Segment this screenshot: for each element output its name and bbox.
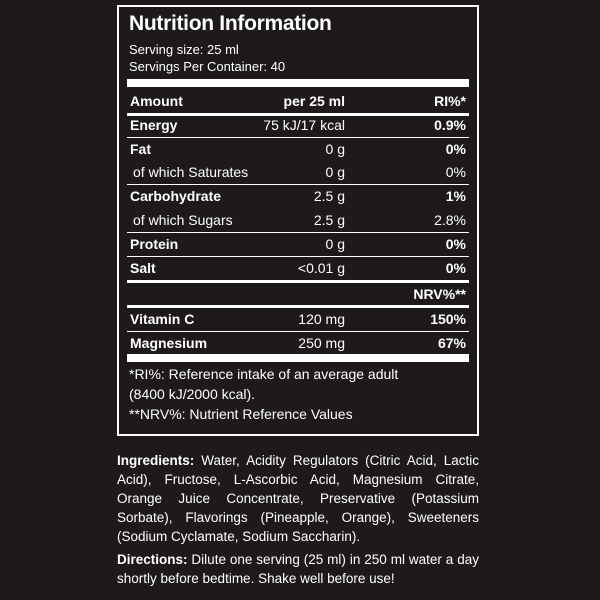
- nutrient-label: Magnesium: [130, 335, 208, 351]
- ri-header: RI%*: [434, 93, 466, 109]
- nutrient-value: 0 g: [325, 236, 345, 252]
- table-row: [127, 114, 469, 136]
- nutrient-label: Fat: [130, 141, 151, 157]
- nutrition-facts-box: [117, 5, 479, 436]
- nrv-header: NRV%**: [413, 286, 466, 302]
- table-row: [127, 257, 469, 279]
- header-row: [127, 90, 469, 112]
- thick-divider: [127, 79, 469, 87]
- nutrient-ri: 2.8%: [434, 212, 466, 228]
- nutrient-value: 2.5 g: [313, 188, 345, 204]
- nutrient-value: 250 mg: [298, 335, 345, 351]
- ingredients-label: Ingredients:: [117, 453, 195, 468]
- table-row: [127, 185, 469, 207]
- ingredients-text: [117, 451, 479, 546]
- nutrient-label: Carbohydrate: [130, 188, 222, 204]
- nutrient-value: 0 g: [325, 164, 345, 180]
- amount-header: Amount: [130, 93, 183, 109]
- ingredients-list: Water, Acidity Regulators (Citric Acid, Lactic Acid), Fructose, L-Ascorbic Acid, Magnesium Citrate, Orange Juice Concentrate, Preservative (Potassium Sorbate), Flavorings (Pineapple, Orange), Sweeteners (Sodium Cyclamate, Sodium Saccharin).: [117, 453, 479, 544]
- table-row: [127, 161, 469, 183]
- nutrient-ri: 0%: [445, 236, 466, 252]
- nutrient-value: 120 mg: [298, 311, 345, 327]
- servings-per-container: Servings Per Container: 40: [129, 59, 286, 74]
- directions-label: Directions:: [117, 552, 188, 567]
- table-row: [127, 332, 469, 354]
- nutrient-nrv: 67%: [437, 335, 466, 351]
- table-row: [127, 209, 469, 231]
- directions-body: Dilute one serving (25 ml) in 250 ml water a day shortly before bedtime. Shake well before use!: [117, 552, 479, 586]
- nutrient-label: Energy: [130, 117, 178, 133]
- directions-text: [117, 550, 479, 588]
- nutrient-ri: 0%: [445, 141, 466, 157]
- nutrient-value: 2.5 g: [313, 212, 345, 228]
- thick-divider: [127, 354, 469, 362]
- nrv-header-row: [127, 283, 469, 305]
- ri-footnote-energy: (8400 kJ/2000 kcal).: [129, 386, 256, 402]
- serving-size: Serving size: 25 ml: [129, 42, 239, 57]
- nrv-footnote: **NRV%: Nutrient Reference Values: [129, 406, 353, 422]
- nutrient-ri: 0.9%: [434, 117, 466, 133]
- nutrient-label: Protein: [130, 236, 179, 252]
- nutrient-ri: 1%: [445, 188, 466, 204]
- table-row: [127, 233, 469, 255]
- nutrient-value: 0 g: [325, 141, 345, 157]
- table-row: [127, 138, 469, 160]
- nutrition-title: Nutrition Information: [129, 12, 332, 35]
- nutrient-value: <0.01 g: [297, 260, 345, 276]
- nutrient-label: Salt: [130, 260, 156, 276]
- table-row: [127, 308, 469, 330]
- nutrient-label: of which Saturates: [133, 164, 249, 180]
- nutrient-label: of which Sugars: [133, 212, 233, 228]
- per-serving-header: per 25 ml: [283, 93, 345, 109]
- nutrient-ri: 0%: [445, 260, 466, 276]
- nutrient-value: 75 kJ/17 kcal: [263, 117, 345, 133]
- ri-footnote: *RI%: Reference intake of an average adult: [129, 366, 399, 382]
- nutrient-label: Vitamin C: [130, 311, 195, 327]
- nutrient-nrv: 150%: [430, 311, 466, 327]
- nutrient-ri: 0%: [445, 164, 466, 180]
